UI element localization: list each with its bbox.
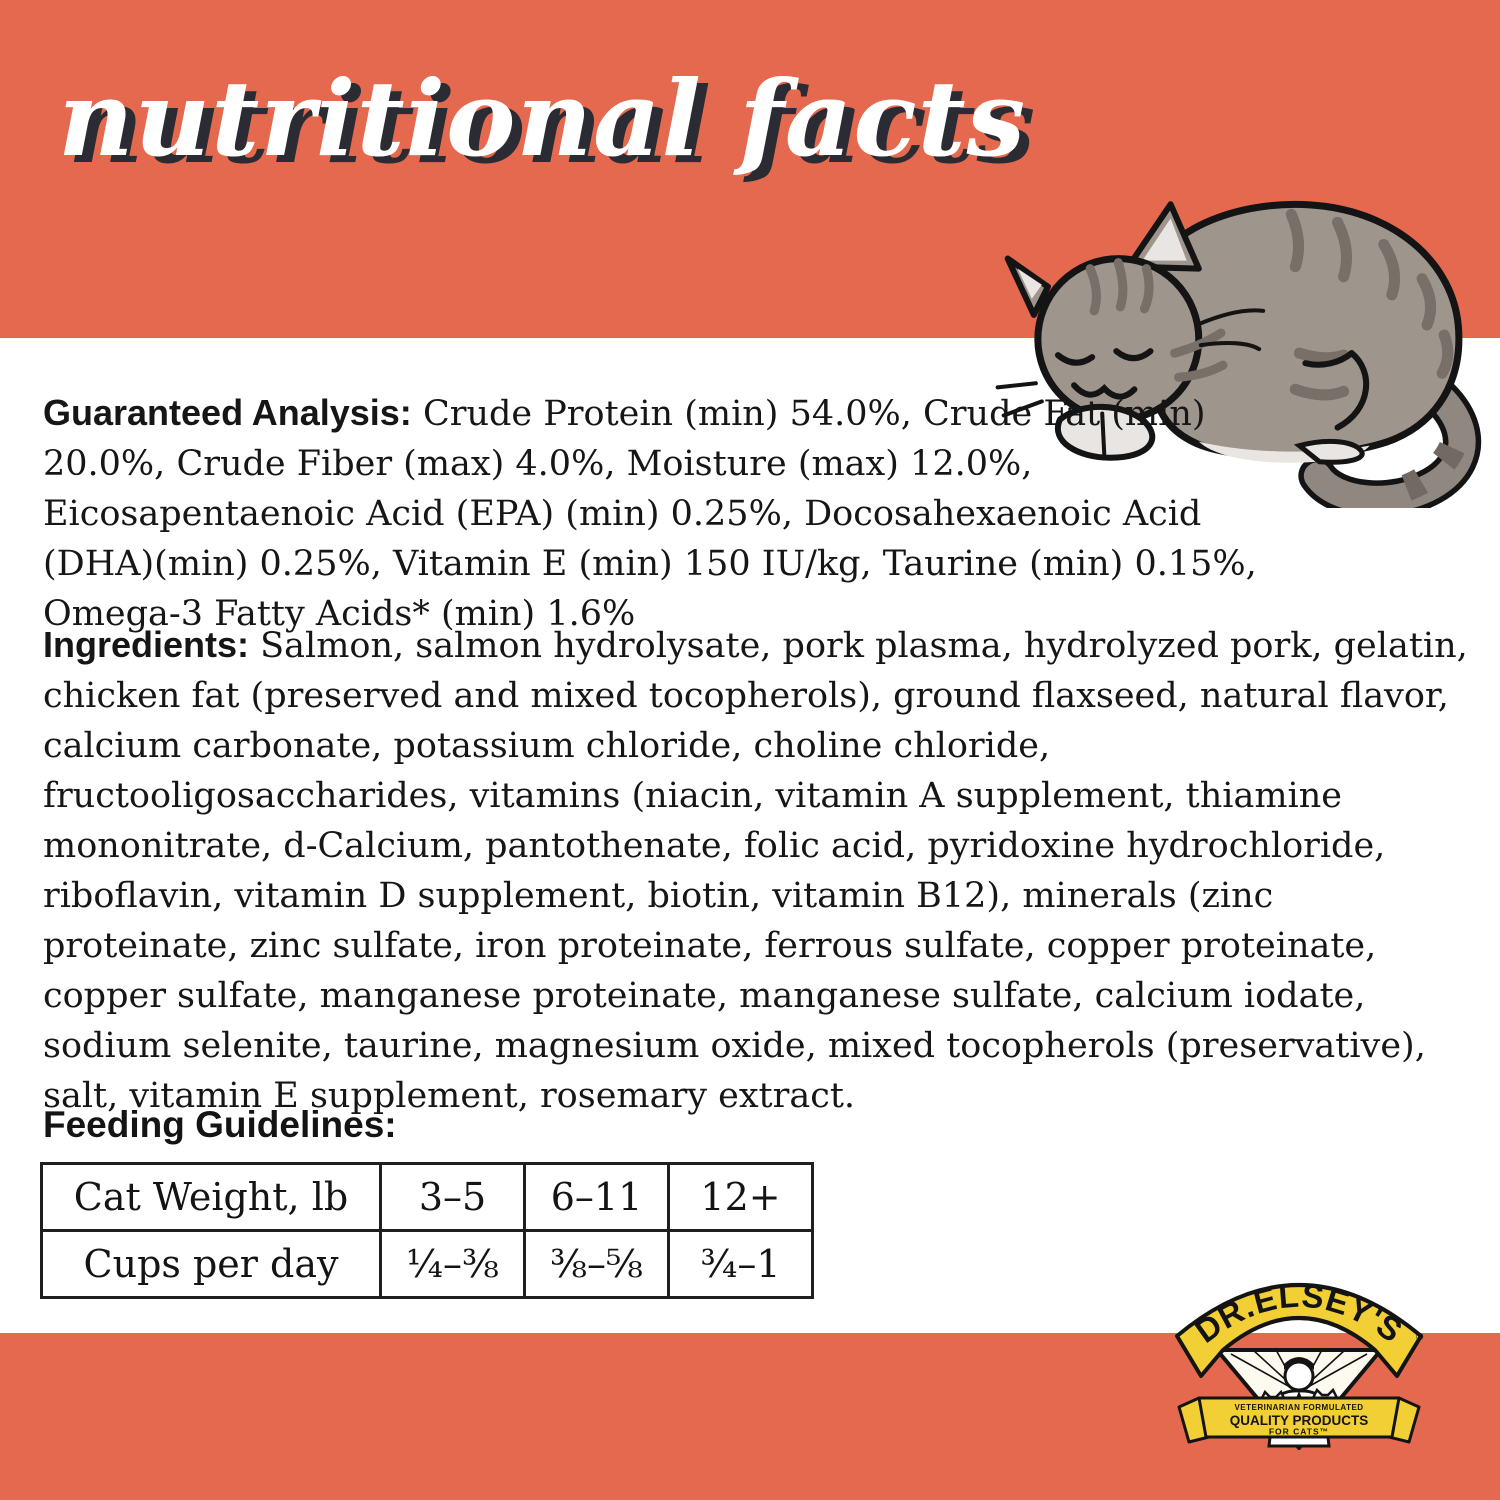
table-row-cups-per-day bbox=[42, 1231, 813, 1298]
cell-cups-label: Cups per day bbox=[42, 1231, 381, 1298]
cell-weight-range-1: 3–5 bbox=[381, 1164, 525, 1231]
svg-text:DR.ELSEY'S bbox=[1188, 1277, 1410, 1350]
registered-mark: ® bbox=[1416, 1332, 1424, 1343]
cell-weight-range-2: 6–11 bbox=[525, 1164, 669, 1231]
guaranteed-analysis-text: Crude Protein (min) 54.0%, Crude Fat (min) 20.0%, Crude Fiber (max) 4.0%, Moisture (max) 12.0%, Eicosapentaenoic Acid (EPA) (min) 0.25%, Docosahexaenoic Acid (DHA)(min) 0.25%, Vitamin E (min) 150 IU/kg, Taurine (min) 0.15%, Omega-3 Fatty Acids* (min) 1.6% bbox=[43, 394, 1257, 634]
feeding-guidelines-table bbox=[40, 1162, 814, 1299]
brand-name: DR.ELSEY'S bbox=[1188, 1276, 1410, 1350]
cell-cups-range-2: ⅜–⅝ bbox=[525, 1231, 669, 1298]
ingredients-label: Ingredients: bbox=[43, 624, 250, 665]
logo-tagline-small: VETERINARIAN FORMULATED bbox=[1234, 1403, 1364, 1412]
guaranteed-analysis-paragraph bbox=[43, 388, 1288, 639]
logo-tagline-sub: FOR CATS™ bbox=[1268, 1426, 1330, 1437]
cell-cups-range-1: ¼–⅜ bbox=[381, 1231, 525, 1298]
dr-elseys-logo bbox=[1163, 1250, 1435, 1450]
ingredients-text: Salmon, salmon hydrolysate, pork plasma, hydrolyzed pork, gelatin, chicken fat (preserved and mixed tocopherols), ground flaxseed, natural flavor, calcium carbonate, potassium chloride, choline chloride, fructooligosaccharides, vitamins (niacin, vitamin A supplement, thiamine mononitrate, d-Calcium, pantothenate, folic acid, pyridoxine hydrochloride, riboflavin, vitamin D supplement, biotin, vitamin B12), minerals (zinc proteinate, zinc sulfate, iron proteinate, ferrous sulfate, copper proteinate, copper sulfate, manganese proteinate, manganese sulfate, calcium iodate, sodium selenite, taurine, magnesium oxide, mixed tocopherols (preservative), salt, vitamin E supplement, rosemary extract. bbox=[43, 626, 1468, 1116]
guaranteed-analysis-label: Guaranteed Analysis: bbox=[43, 392, 412, 433]
feeding-guidelines-heading: Feeding Guidelines: bbox=[43, 1104, 397, 1145]
page-title: nutritional facts bbox=[58, 57, 1027, 180]
cell-cups-range-3: ¾–1 bbox=[669, 1231, 813, 1298]
cell-cat-weight-label: Cat Weight, lb bbox=[42, 1164, 381, 1231]
ingredients-paragraph bbox=[43, 620, 1473, 1121]
logo-tagline-main: QUALITY PRODUCTS bbox=[1229, 1413, 1369, 1428]
table-row-cat-weight bbox=[42, 1164, 813, 1231]
cell-weight-range-3: 12+ bbox=[669, 1164, 813, 1231]
